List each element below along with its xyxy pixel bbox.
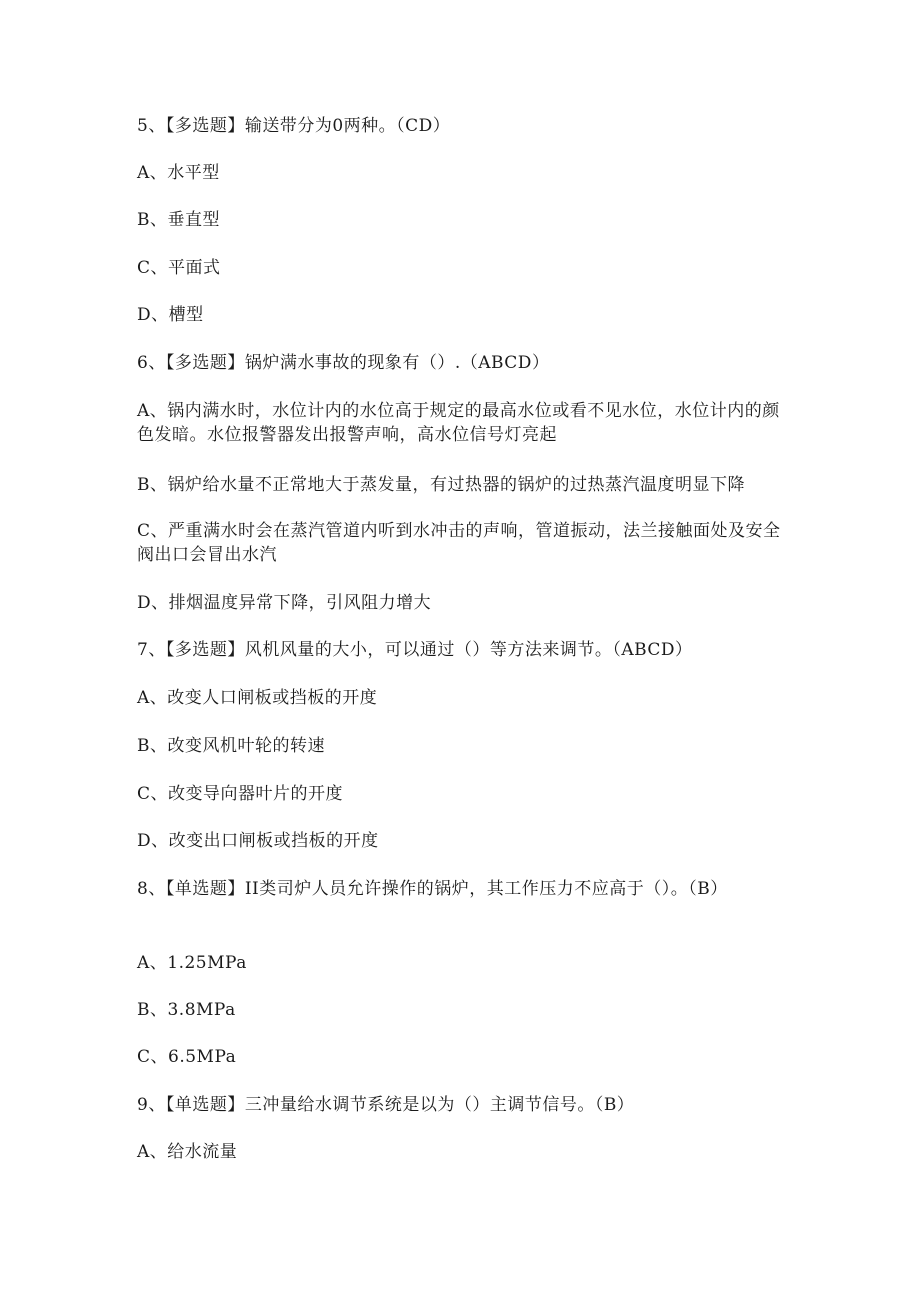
question-6-option-d: D、排烟温度异常下降，引风阻力增大	[137, 593, 432, 613]
question-7-option-c: C、改变导向器叶片的开度	[137, 784, 344, 804]
question-7-option-b: B、改变风机叶轮的转速	[137, 736, 325, 756]
question-5-stem: 5、【多选题】输送带分为0两种。（CD）	[137, 116, 451, 136]
question-7-stem: 7、【多选题】风机风量的大小，可以通过（）等方法来调节。（ABCD）	[137, 640, 693, 660]
question-8-option-c: C、6.5MPa	[137, 1047, 237, 1067]
question-5-option-d: D、槽型	[137, 305, 204, 325]
question-8-option-a: A、1.25MPa	[137, 953, 247, 973]
question-6-option-a: A、锅内满水时，水位计内的水位高于规定的最高水位或看不见水位，水位计内的颜色发暗。水位报警器发出报警声响，高水位信号灯亮起	[137, 401, 780, 445]
question-6-stem: 6、【多选题】锅炉满水事故的现象有（）.（ABCD）	[137, 353, 550, 373]
question-7-option-a: A、改变人口闸板或挡板的开度	[137, 688, 378, 708]
question-7-option-d: D、改变出口闸板或挡板的开度	[137, 831, 379, 851]
question-9-stem: 9、【单选题】三冲量给水调节系统是以为（）主调节信号。（B）	[137, 1095, 635, 1115]
question-8-option-b: B、3.8MPa	[137, 1000, 236, 1020]
question-9-option-a: A、给水流量	[137, 1142, 238, 1162]
question-6-option-b: B、锅炉给水量不正常地大于蒸发量，有过热器的锅炉的过热蒸汽温度明显下降	[137, 475, 745, 495]
question-6-option-c: C、严重满水时会在蒸汽管道内听到水冲击的声响，管道振动，法兰接触面处及安全阀出口会冒出水汽	[137, 521, 781, 565]
question-5-option-c: C、平面式	[137, 258, 221, 278]
question-5-option-a: A、水平型	[137, 163, 220, 183]
question-5-option-b: B、垂直型	[137, 210, 220, 230]
question-8-stem: 8、【单选题】II类司炉人员允许操作的锅炉，其工作压力不应高于（）。（B）	[137, 879, 728, 899]
